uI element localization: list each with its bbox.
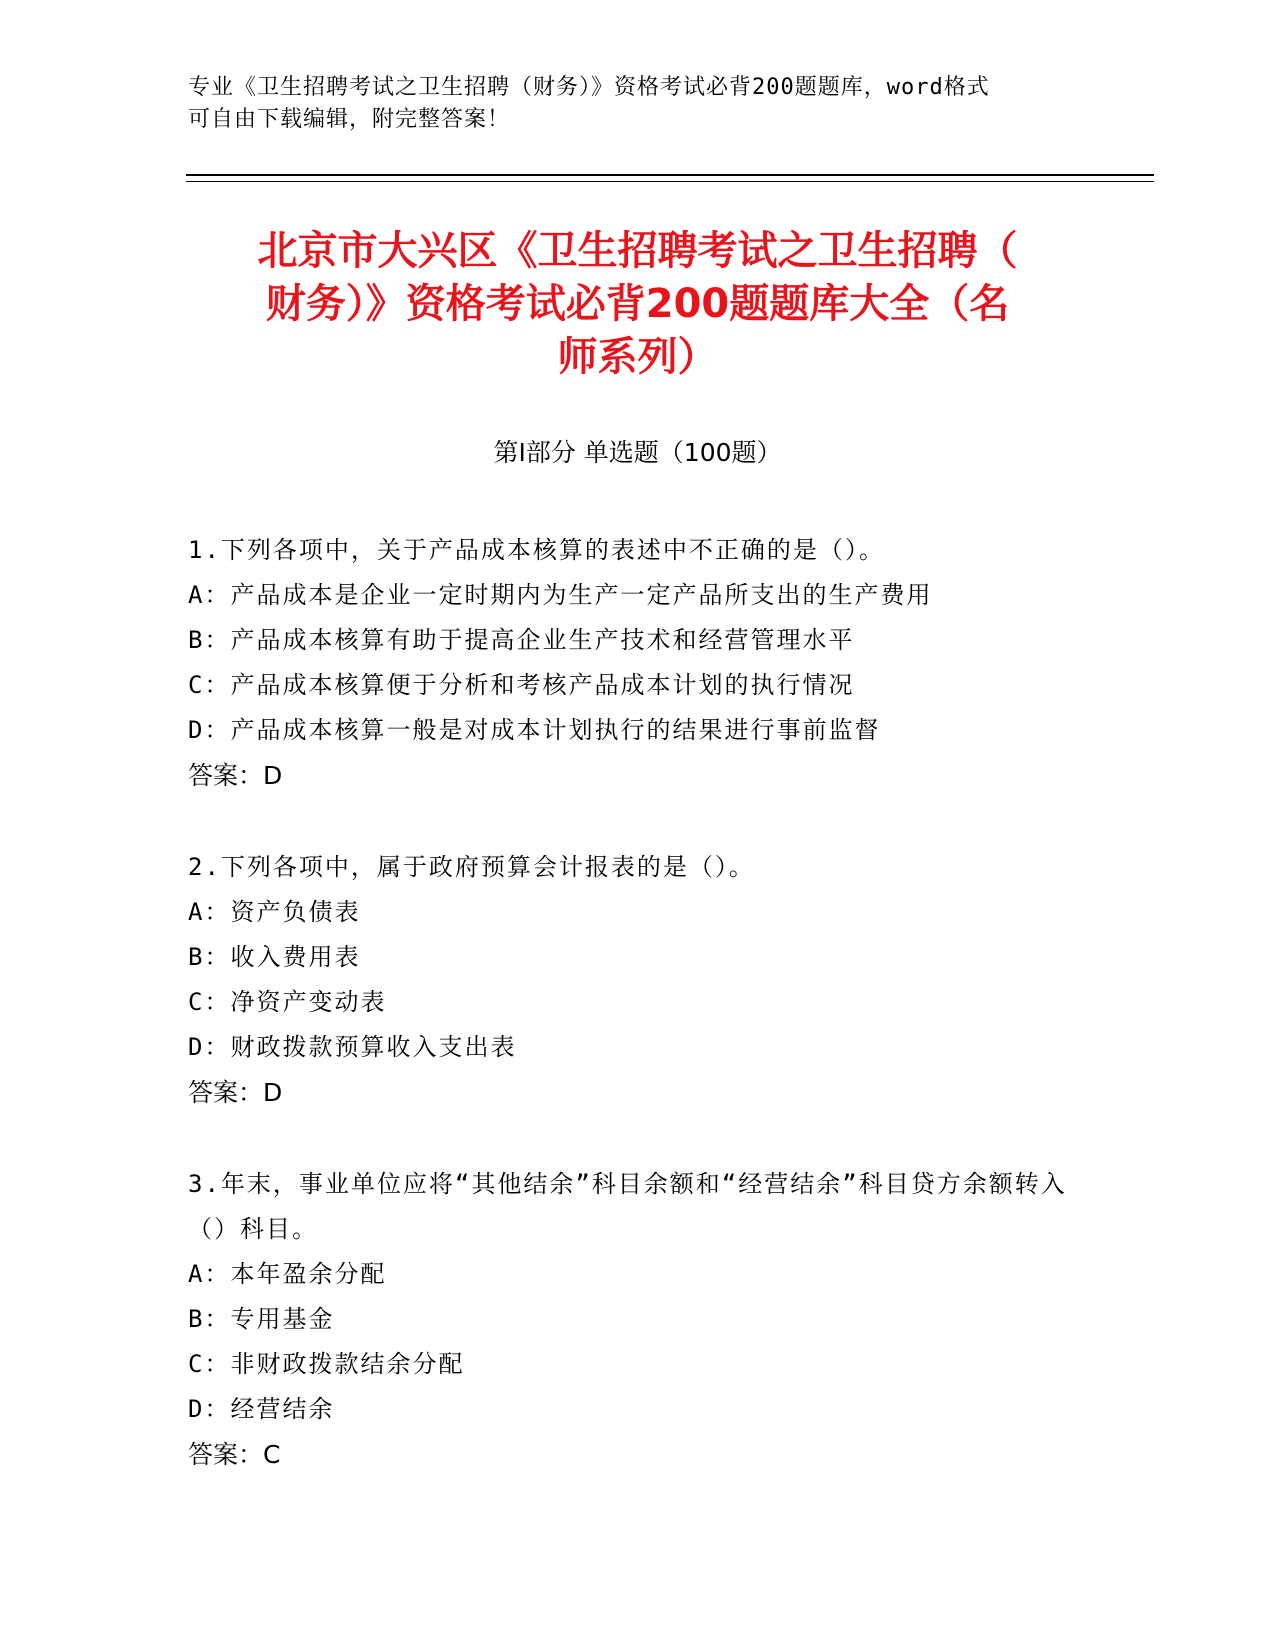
document-title-line-3: 师系列） (557, 334, 718, 380)
answer: 答案：D (188, 761, 283, 790)
document-title (160, 225, 1115, 384)
answer: 答案：D (188, 1078, 283, 1107)
question-1 (188, 528, 1088, 798)
option-a: A：产品成本是企业一定时期内为生产一定产品所支出的生产费用 (188, 581, 933, 609)
option-c: C：净资产变动表 (188, 988, 387, 1016)
document-title-line-2: 财务）》资格考试必背200题题库大全（名 (265, 281, 1010, 327)
option-a: A：本年盈余分配 (188, 1260, 387, 1288)
header-note (188, 72, 1088, 136)
header-note-line-2: 可自由下载编辑，附完整答案！ (188, 107, 511, 132)
document-title-line-1: 北京市大兴区《卫生招聘考试之卫生招聘（ (257, 228, 1018, 274)
question-stem: 2.下列各项中，属于政府预算会计报表的是（）。 (188, 853, 755, 881)
option-d: D：经营结余 (188, 1395, 335, 1423)
answer: 答案：C (188, 1440, 281, 1469)
option-c: C：产品成本核算便于分析和考核产品成本计划的执行情况 (188, 671, 855, 699)
header-divider-thick (186, 174, 1154, 176)
question-3 (188, 1162, 1088, 1477)
option-a: A：资产负债表 (188, 898, 361, 926)
header-note-line-1: 专业《卫生招聘考试之卫生招聘（财务）》资格考试必背200题题库，word格式 (188, 75, 990, 100)
question-2 (188, 845, 1088, 1115)
question-list (188, 528, 1088, 1524)
option-c: C：非财政拨款结余分配 (188, 1350, 465, 1378)
option-b: B：专用基金 (188, 1305, 335, 1333)
question-stem: 1.下列各项中，关于产品成本核算的表述中不正确的是（）。 (188, 536, 885, 564)
section-heading: 第Ⅰ部分 单选题（100题） (493, 438, 782, 467)
option-b: B：产品成本核算有助于提高企业生产技术和经营管理水平 (188, 626, 855, 654)
header-divider-thin (186, 181, 1154, 182)
question-stem: 3.年末，事业单位应将“其他结余”科目余额和“经营结余”科目贷方余额转入（）科目。 (188, 1170, 1067, 1243)
option-b: B：收入费用表 (188, 943, 361, 971)
option-d: D：财政拨款预算收入支出表 (188, 1033, 517, 1061)
option-d: D：产品成本核算一般是对成本计划执行的结果进行事前监督 (188, 716, 881, 744)
